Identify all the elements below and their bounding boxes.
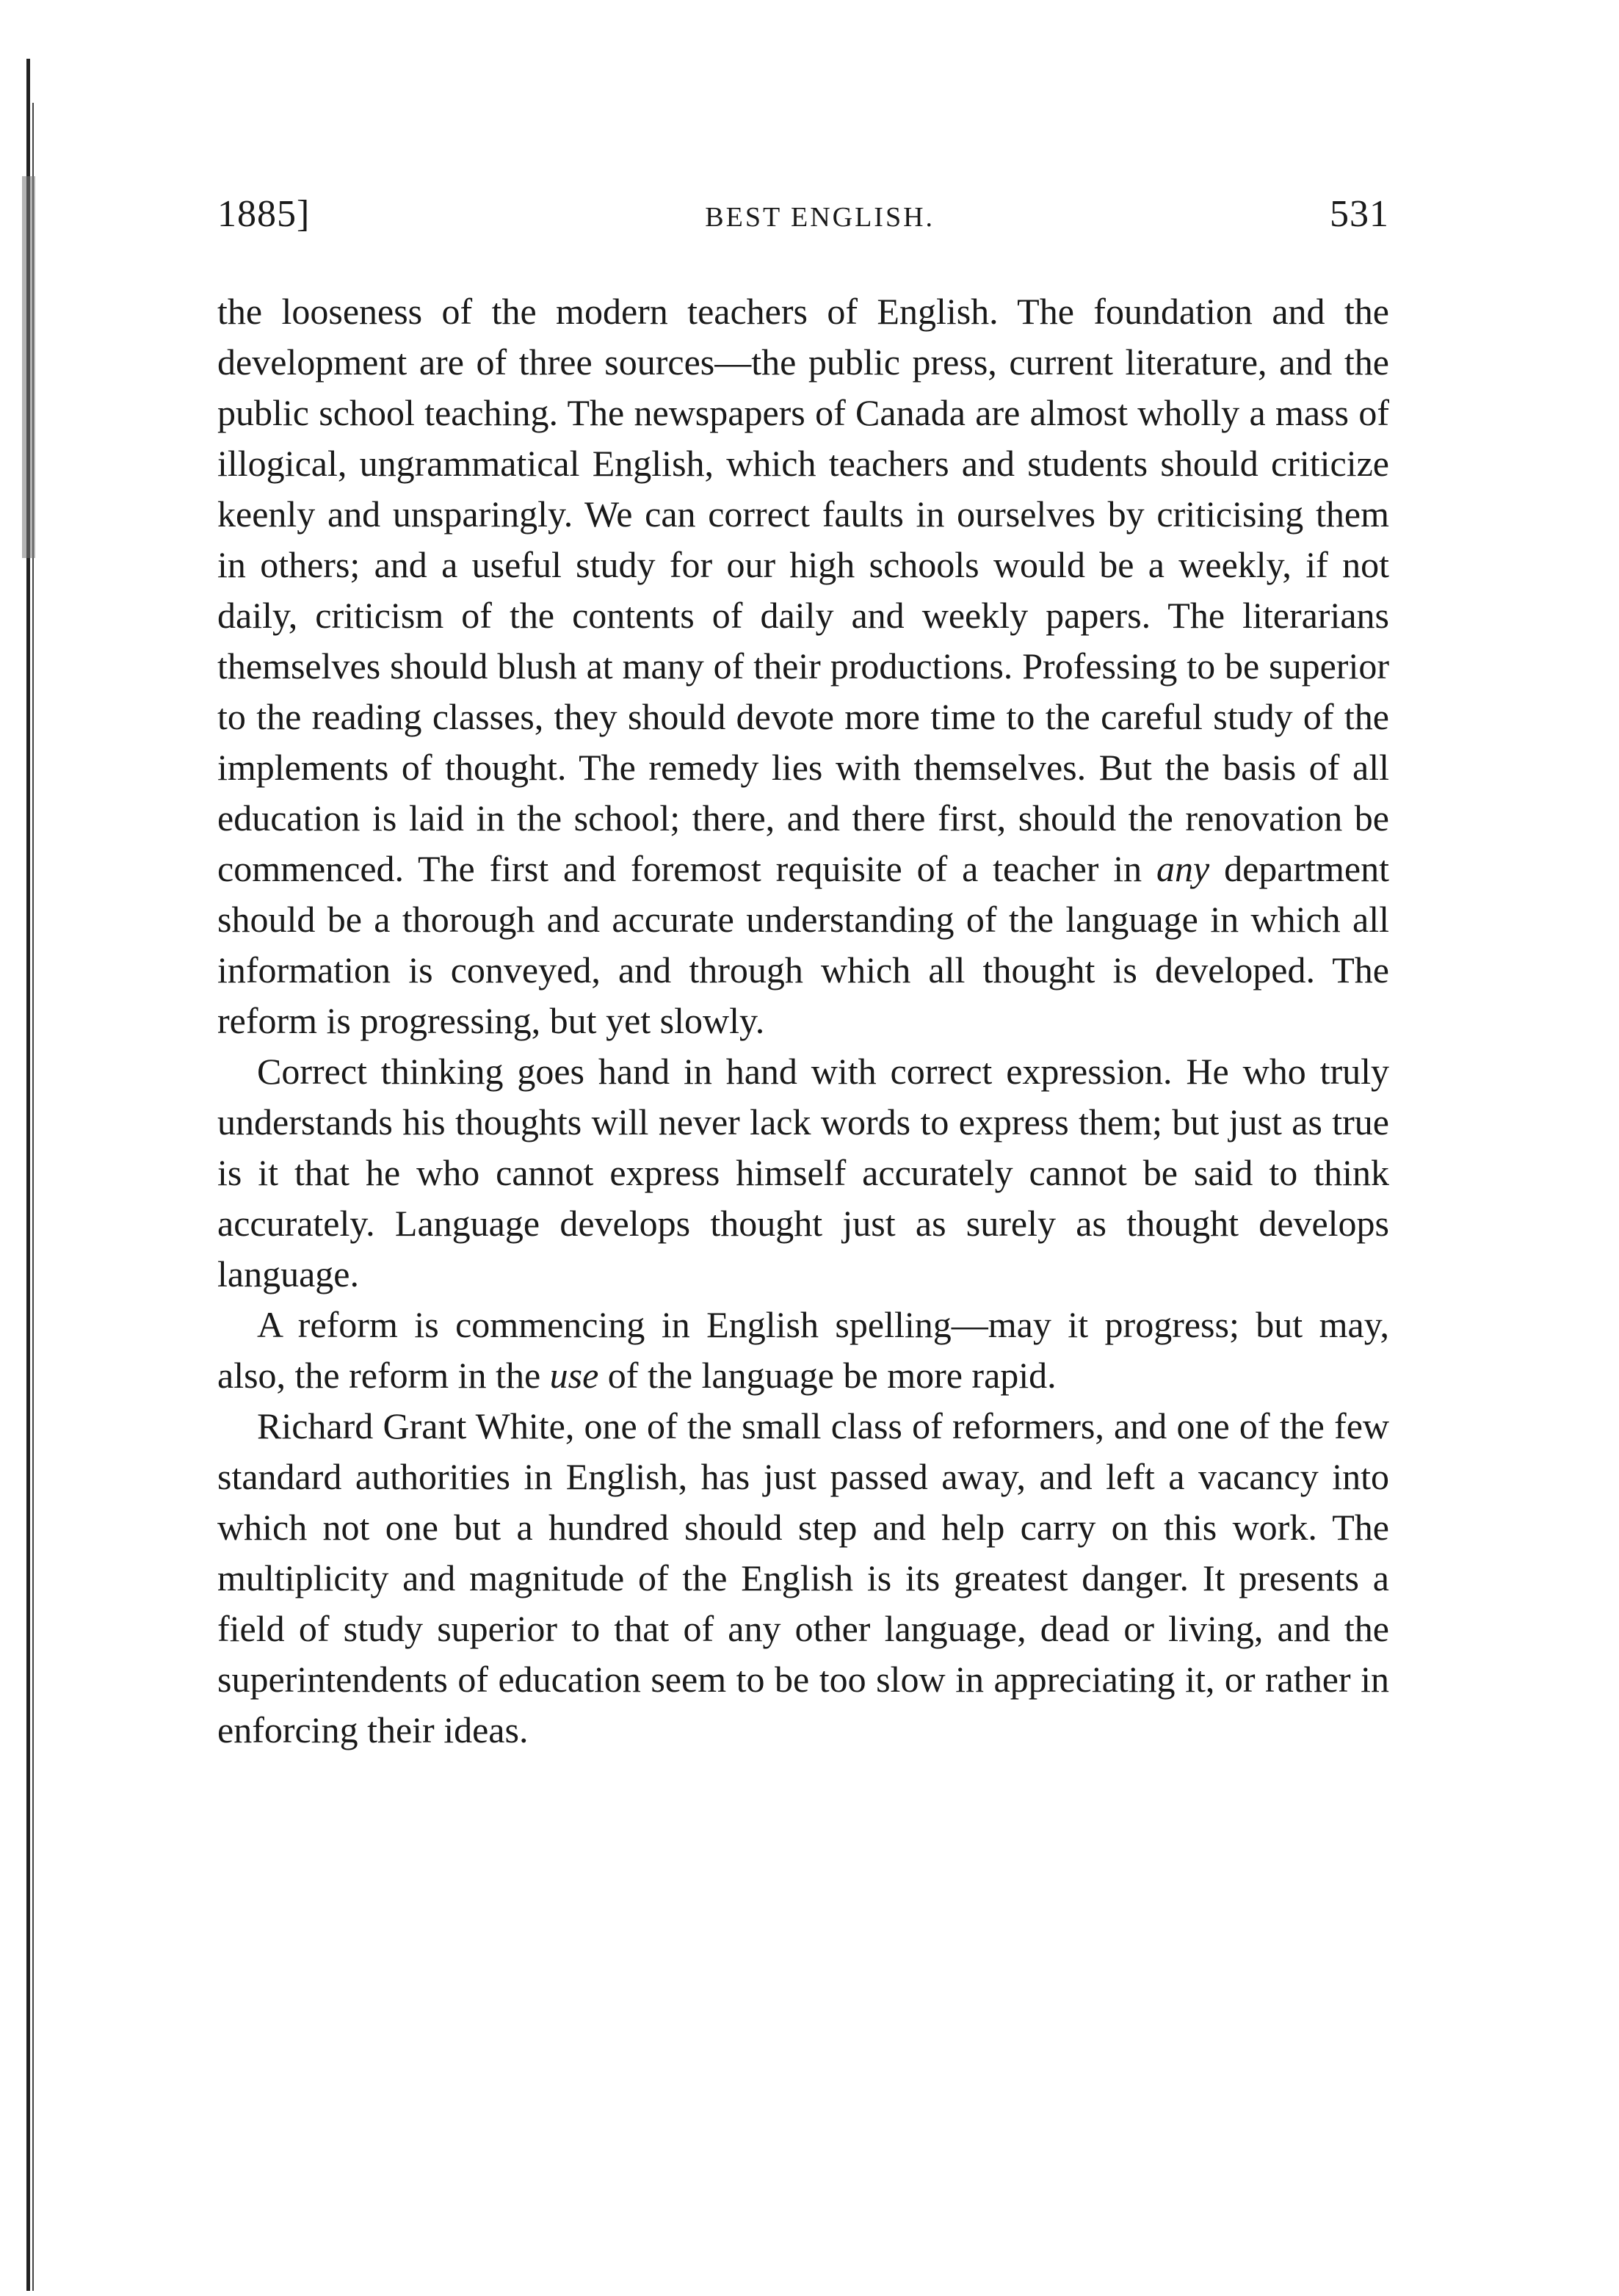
paragraph-2 — [217, 1046, 1389, 1300]
paragraph-1-text: the looseness of the modern teachers of English. The foundation and the development are of three sources—the public press, current literature, and the public school teaching. The newspapers of Canada are almost wholly a mass of illogical, ungrammatical English, which teachers and students should criticize keenly and unsparingly. We can correct faults in ourselves by criticising them in others; and a useful study for our high schools would be a weekly, if not daily, criticism of the contents of daily and weekly papers. The literarians themselves should blush at many of their productions. Professing to be superior to the reading classes, they should devote more time to the careful study of the implements of thought. The remedy lies with themselves. But the basis of all education is laid in the school; there, and there first, should the renovation be commenced. The first and foremost requisite of a teacher in — [217, 291, 1389, 889]
binding-smudge — [22, 176, 35, 558]
paragraph-4 — [217, 1401, 1389, 1756]
paragraph-2-text: Correct thinking goes hand in hand with correct expression. He who truly understands his thoughts will never lack words to express them; but just as true is it that he who cannot express himself accurately cannot be said to think accurately. Language develops thought just as surely as thought develops language. — [217, 1051, 1389, 1294]
running-head — [217, 192, 1389, 244]
page-number: 531 — [1330, 193, 1389, 235]
header-title: BEST ENGLISH. — [705, 202, 935, 233]
paragraph-3 — [217, 1300, 1389, 1401]
paragraph-4-text: Richard Grant White, one of the small class of reformers, and one of the few standard authorities in English, has just passed away, and left a vacancy into which not one but a hundred should step and help carry on this work. The multiplicity and magnitude of the English is its greatest danger. It presents a field of study superior to that of any other language, dead or living, and the superintendents of education seem to be too slow in appreciating it, or rather in enforcing their ideas. — [217, 1405, 1389, 1750]
paragraph-1-italic-any: any — [1156, 848, 1210, 889]
paragraph-3-italic-use: use — [549, 1355, 599, 1396]
paragraph-1 — [217, 286, 1389, 1046]
paragraph-3-text-end: of the language be more rapid. — [598, 1355, 1057, 1396]
book-page — [217, 192, 1389, 1756]
body-text — [217, 286, 1389, 1756]
header-year: 1885] — [217, 193, 311, 235]
paragraph-3-text: A reform is commencing in English spelling—may it progress; but may, also, the reform in the — [217, 1304, 1389, 1396]
paragraph-1-text-end: department should be a thorough and accurate understanding of the language in which all information is conveyed, and through which all thought is developed. The reform is progressing, but yet slowly. — [217, 848, 1389, 1041]
binding-edge — [13, 59, 43, 2291]
